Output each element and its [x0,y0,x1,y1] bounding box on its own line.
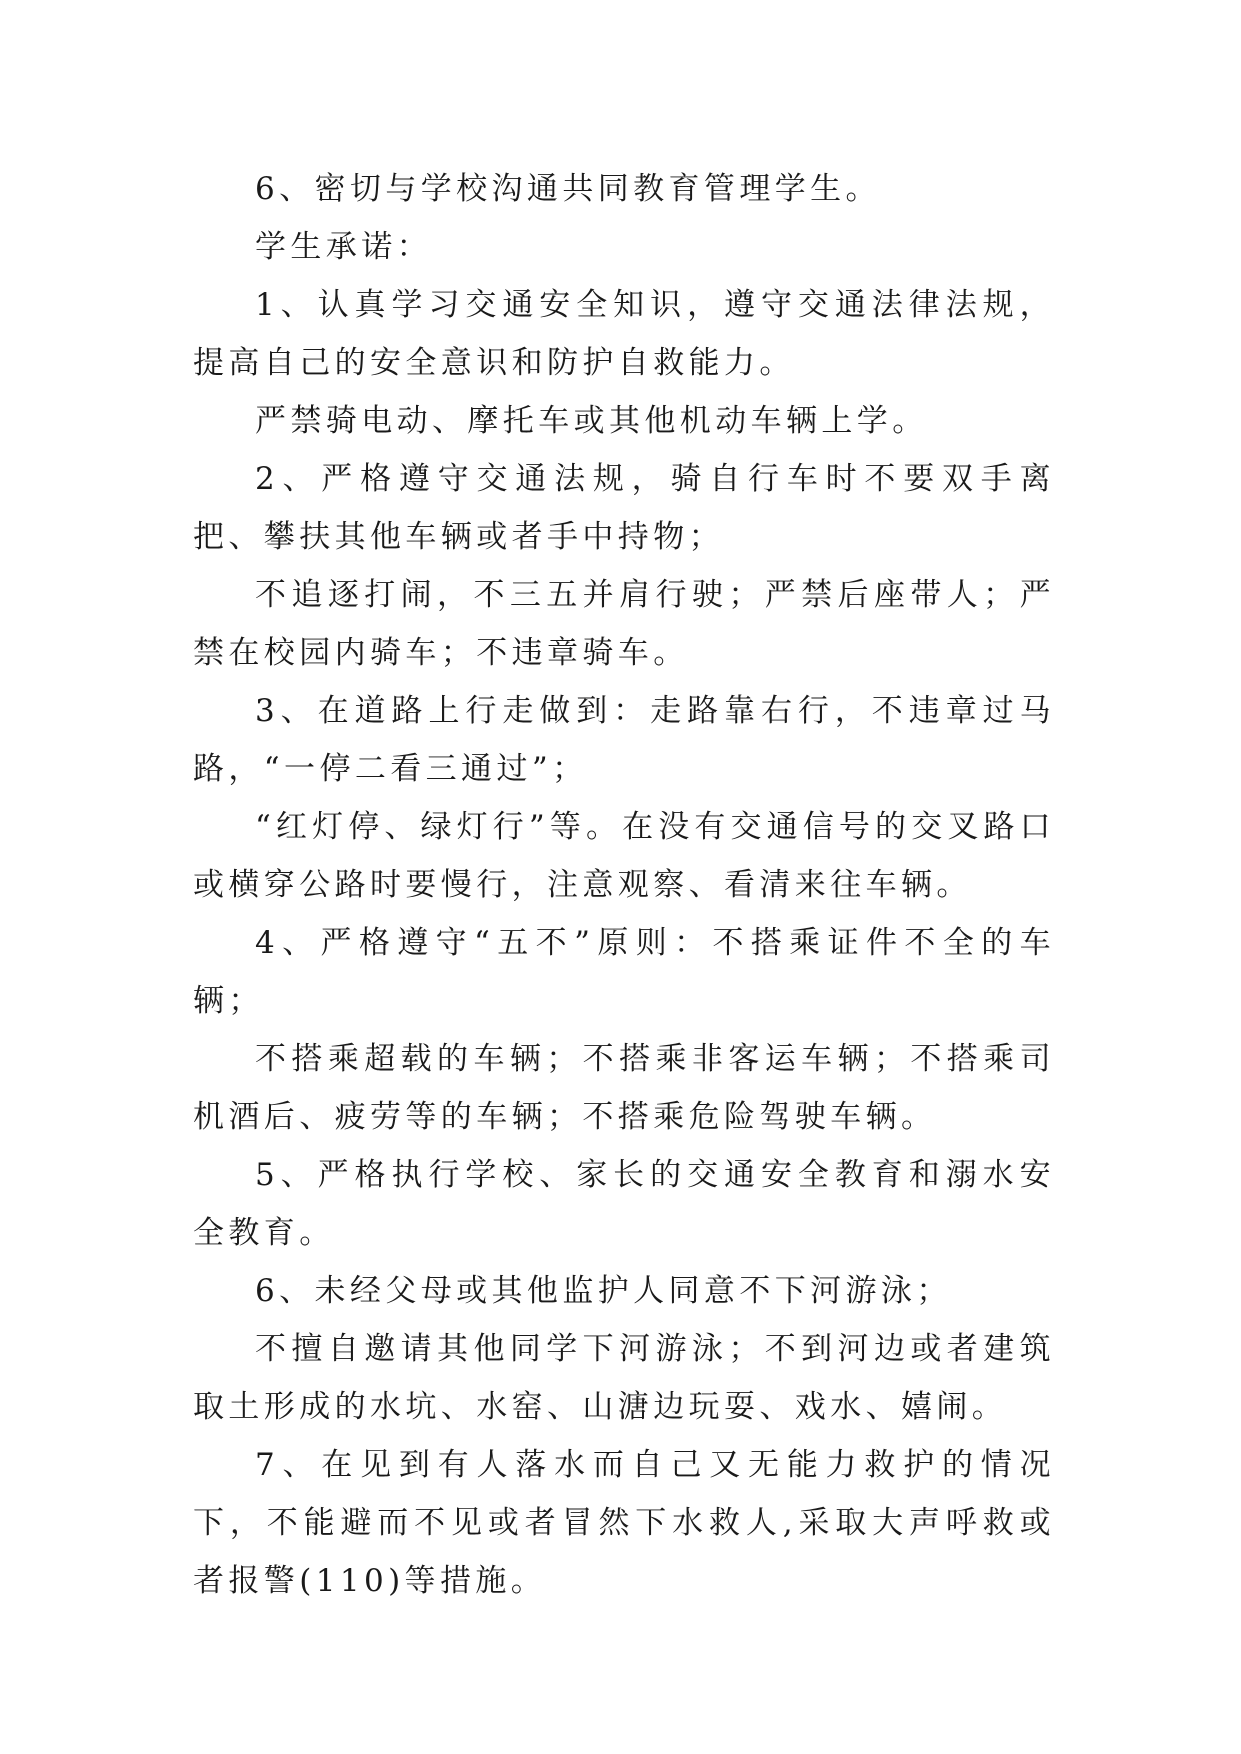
paragraph-pledge-6: 6、未经父母或其他监护人同意不下河游泳； [255,1273,952,1309]
paragraph-pledge-6-continued: 不擅自邀请其他同学下河游泳；不到河边或者建筑取土形成的水坑、水窑、山溏边玩耍、戏水、嬉闹。 [193,1331,1055,1425]
paragraph-pledge-3-continued: “红灯停、绿灯行”等。在没有交通信号的交叉路口或横穿公路时要慢行，注意观察、看清来往车辆。 [193,809,1055,903]
paragraph-pledge-3: 3、在道路上行走做到：走路靠右行，不违章过马路，“一停二看三通过”； [193,693,1055,787]
paragraph-pledge-5: 5、严格执行学校、家长的交通安全教育和溺水安全教育。 [193,1157,1055,1251]
document-body [193,160,1055,1610]
paragraph-pledge-1: 1、认真学习交通安全知识，遵守交通法律法规，提高自己的安全意识和防护自救能力。 [193,287,1055,381]
paragraph-pledge-7: 7、在见到有人落水而自己又无能力救护的情况下，不能避而不见或者冒然下水救人,采取大声呼救或者报警(110)等措施。 [193,1447,1055,1599]
paragraph-pledge-4: 4、严格遵守“五不”原则：不搭乘证件不全的车辆； [193,925,1055,1019]
paragraph-pledge-2-continued: 不追逐打闹，不三五并肩行驶；严禁后座带人；严禁在校园内骑车；不违章骑车。 [193,577,1055,671]
paragraph-pledge-2: 2、严格遵守交通法规，骑自行车时不要双手离把、攀扶其他车辆或者手中持物； [193,461,1055,555]
paragraph-pledge-4-continued: 不搭乘超载的车辆；不搭乘非客运车辆；不搭乘司机酒后、疲劳等的车辆；不搭乘危险驾驶车辆。 [193,1041,1055,1135]
paragraph-student-pledge-heading: 学生承诺： [255,229,432,265]
paragraph-parent-item-6: 6、密切与学校沟通共同教育管理学生。 [255,171,881,207]
paragraph-pledge-1-continued: 严禁骑电动、摩托车或其他机动车辆上学。 [255,403,928,439]
